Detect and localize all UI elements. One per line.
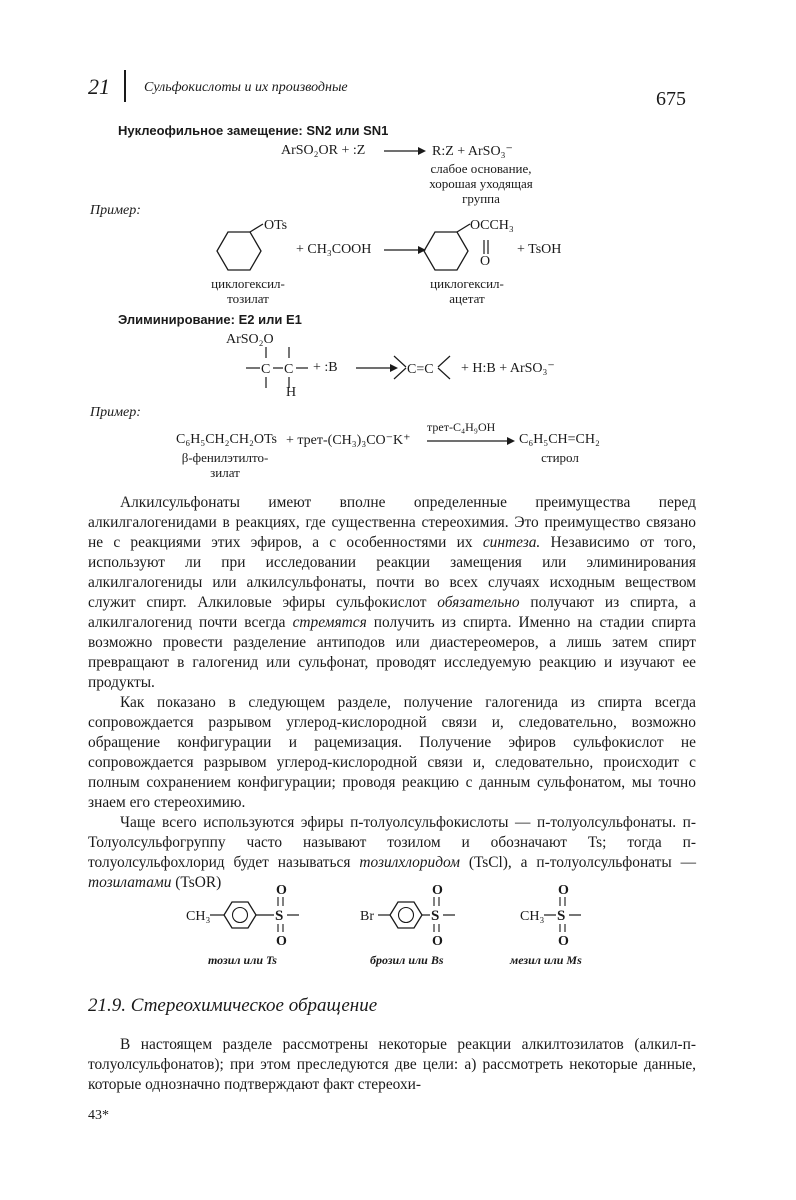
substitution-products: R:Z + ArSO₃⁻ <box>432 144 513 159</box>
carbonyl-oxygen: O <box>480 254 491 269</box>
svg-text:O: O <box>276 883 287 898</box>
signature-mark: 43* <box>88 1108 109 1123</box>
svg-text:C: C <box>284 362 294 377</box>
carbon-carbon-skeleton <box>244 346 310 392</box>
substitution-reactants: ArSO₂OR + :Z <box>281 143 366 158</box>
base-reagent: + :B <box>313 360 338 375</box>
example-label: Пример: <box>90 405 141 420</box>
svg-text:O: O <box>558 934 569 949</box>
elimination-products: + H:B + ArSO₃⁻ <box>461 361 555 376</box>
reactant-name: β-фенилэтилто- зилат <box>181 450 269 480</box>
leaving-group-note: слабое основание, хорошая уходящая группа <box>429 161 533 206</box>
styrene-product: C₆H₅CH=CH₂ <box>519 432 600 447</box>
svg-text:тозил или Ts: тозил или Ts <box>208 953 277 967</box>
tosylate-group: OTs <box>264 218 288 233</box>
reactant-name: циклогексил- тозилат <box>211 276 285 306</box>
svg-text:CH₃: CH₃ <box>186 909 211 924</box>
svg-text:S: S <box>431 908 440 924</box>
leaving-group: ArSO₂O <box>226 332 274 347</box>
svg-text:O: O <box>432 934 443 949</box>
body-text-block <box>88 493 696 893</box>
example-label: Пример: <box>90 203 141 218</box>
chapter-title: Сульфокислоты и их производные <box>144 80 348 95</box>
svg-text:O: O <box>276 934 287 949</box>
paragraph: Алкилсульфонаты имеют вполне определенные преимущества перед алкилгалогенидами в реакциях, где существенна стереохимия. Это преимущество связано не с реакциями этих эфиров, а с особенностями их синтеза. Независимо от того, используют ли при исследовании реакции замещения или элиминирования алкилгалогениды или алкилсульфонаты, почти во всех случаях исходным веществом служит спирт. Алкиловые эфиры сульфокислот обязательно получают из спирта, а алкилгалогенид почти всегда стремятся получить из спирта. Именно на стадии спирта возможно провести разделение антиподов или диастереомеров, а лишь затем спирт превращают в галогенид или сульфонат, проводят исследуемую реакцию и изучают ее продукты. <box>88 494 696 691</box>
svg-text:CH₃: CH₃ <box>520 909 545 924</box>
paragraph: В настоящем разделе рассмотрены некоторые реакции алкилтозилатов (алкил-п-толуолсульфонатов); при этом преследуются две цели: а) рассмотреть некоторые данные, которые однозначно подтверждают факт стереохи- <box>88 1036 696 1093</box>
beta-hydrogen: H <box>286 385 297 400</box>
svg-text:S: S <box>275 908 284 924</box>
svg-text:C: C <box>261 362 271 377</box>
tosyl-structure <box>186 883 299 967</box>
tsoh-byproduct: + TsOH <box>517 242 562 257</box>
svg-text:S: S <box>557 908 566 924</box>
product-name: стирол <box>541 450 579 465</box>
substitution-heading: Нуклеофильное замещение: SN2 или SN1 <box>118 123 389 138</box>
paragraph: Чаще всего используются эфиры п-толуолсульфокислоты — п-толуолсульфонаты. п-Толуолсульфогруппу часто называют тозилом и обозначают Ts; тогда п-толуолсульфохлорид будет называться тозилхлоридом (TsCl), а п-толуолсульфонаты — тозилатами (TsOR) <box>88 814 697 891</box>
reaction-arrow <box>382 144 428 158</box>
solvent-label: трет-C₄H₉OH <box>427 420 496 434</box>
paragraph: Как показано в следующем разделе, получение галогенида из спирта всегда сопровождается разрывом углерод-кислородной связи и, следовательно, возможно обращение конфигурации и рацемизация. Получение эфиров сульфокислот не сопровождается разрывом углерод-кислородной связи и, следовательно, происходит с полным сохранением конфигурации; проводя реакцию с данным сульфонатом, мы точно знаем его стереохимию. <box>88 694 696 811</box>
tert-butoxide-reagent: + трет-(CH₃)₃CO⁻K⁺ <box>286 433 411 448</box>
svg-text:Br: Br <box>360 909 374 924</box>
acetic-acid-reagent: + CH₃COOH <box>296 242 372 257</box>
chapter-number: 21 <box>88 74 110 99</box>
svg-text:мезил или Ms: мезил или Ms <box>510 953 582 967</box>
sulfonyl-structures <box>180 880 640 970</box>
phenylethyl-tosylate: C₆H₅CH₂CH₂OTs <box>176 432 278 447</box>
section-title: 21.9. Стереохимическое обращение <box>88 995 378 1016</box>
reaction-arrow <box>425 434 517 448</box>
page-number: 675 <box>656 88 686 110</box>
product-name: циклогексил- ацетат <box>430 276 504 306</box>
svg-text:C=C: C=C <box>407 362 434 377</box>
svg-text:брозил или Bs: брозил или Bs <box>370 953 444 967</box>
mesyl-structure <box>509 883 582 967</box>
elimination-heading: Элиминирование: E2 или E1 <box>118 312 302 327</box>
section-intro-text <box>88 1035 696 1095</box>
brosyl-structure <box>360 883 455 967</box>
header-divider <box>124 70 126 102</box>
svg-text:O: O <box>558 883 569 898</box>
acetate-group: OCCH₃ <box>470 218 514 233</box>
alkene-structure <box>392 354 464 382</box>
svg-text:O: O <box>432 883 443 898</box>
